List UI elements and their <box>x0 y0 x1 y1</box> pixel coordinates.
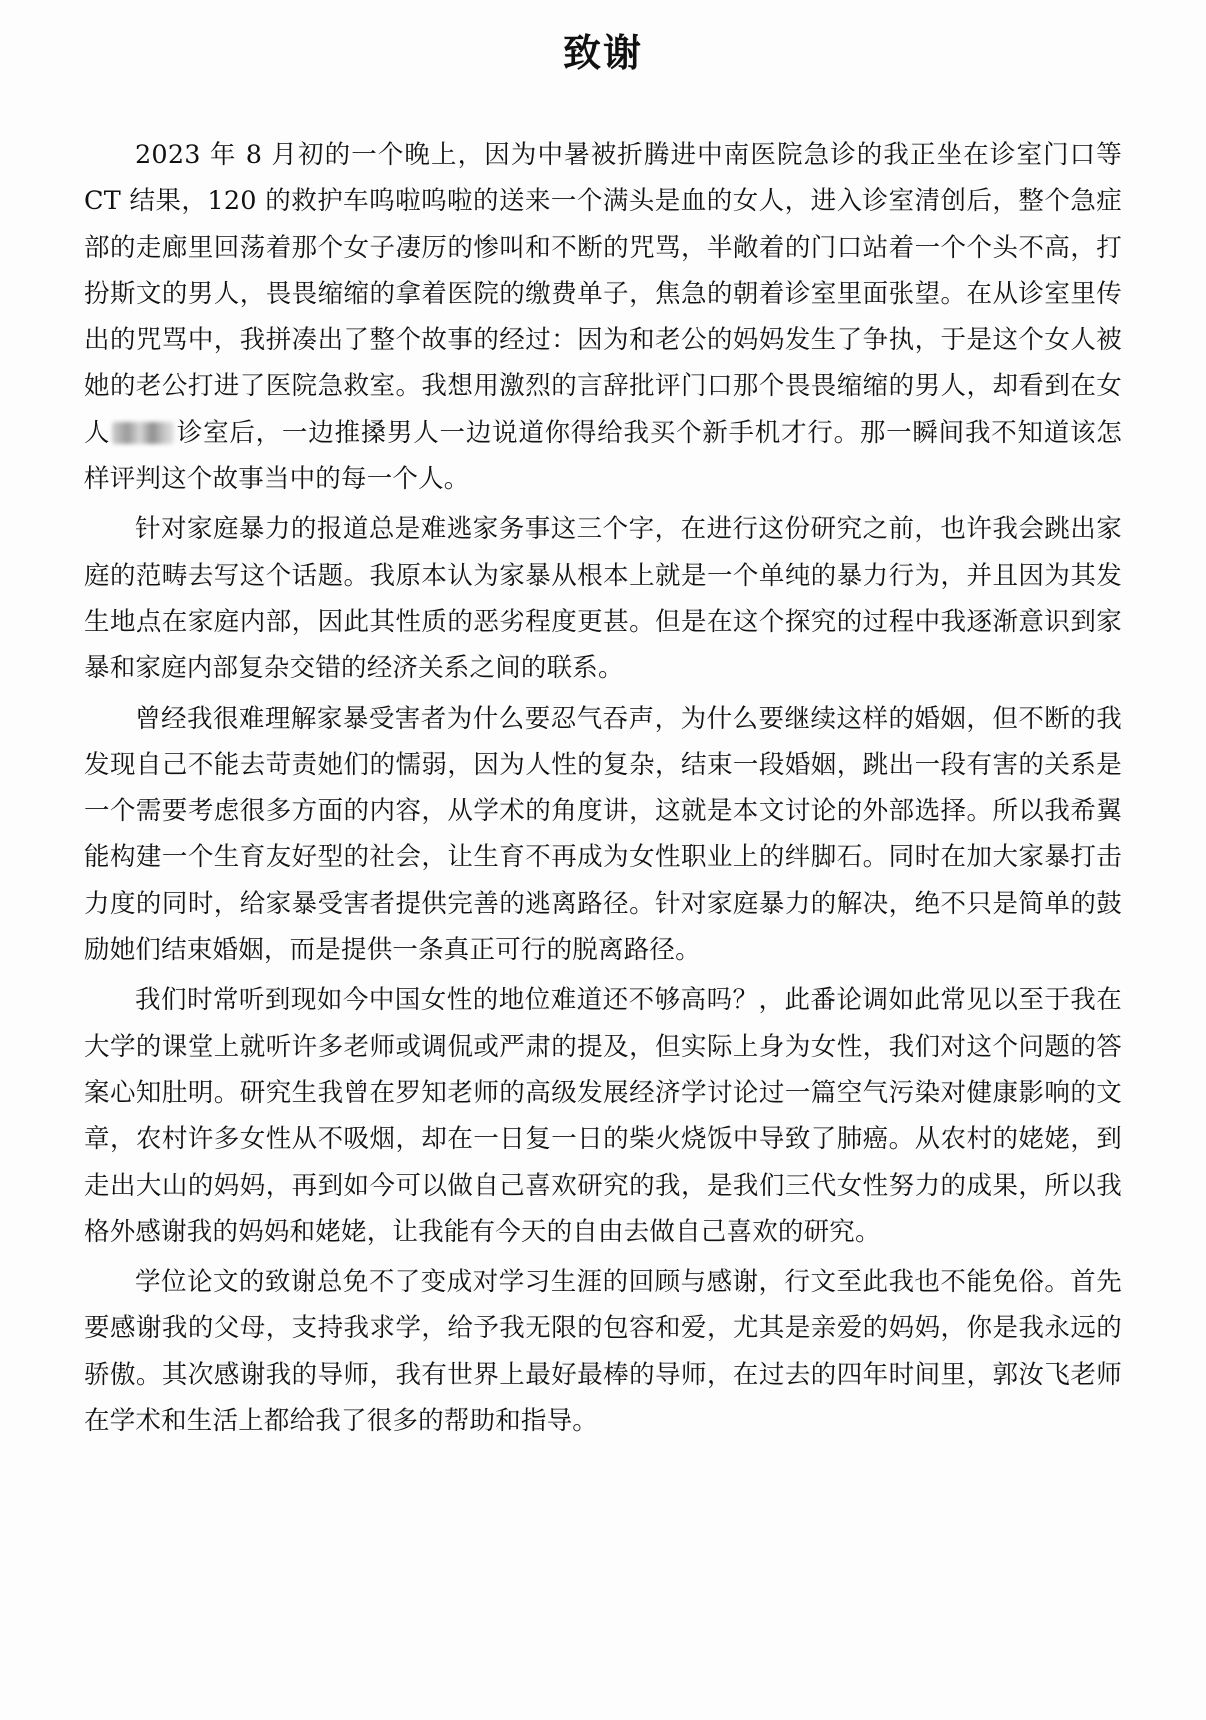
paragraph-2: 针对家庭暴力的报道总是难逃家务事这三个字，在进行这份研究之前，也许我会跳出家庭的范畴去写这个话题。我原本认为家暴从根本上就是一个单纯的暴力行为，并且因为其发生地点在家庭内部，因此其性质的恶劣程度更甚。但是在这个探究的过程中我逐渐意识到家暴和家庭内部复杂交错的经济关系之间的联系。 <box>84 514 1122 684</box>
document-body <box>84 132 1122 1448</box>
redacted-blur-region <box>112 422 174 444</box>
paragraph-1 <box>84 132 1122 502</box>
paragraph-1-text-after: 诊室后，一边推搡男人一边说道你得给我买个新手机才行。那一瞬间我不知道该怎样评判这个故事当中的每一个人。 <box>84 417 1123 495</box>
page-title: 致谢 <box>562 31 643 75</box>
paragraph-3: 曾经我很难理解家暴受害者为什么要忍气吞声，为什么要继续这样的婚姻，但不断的我发现自己不能去苛责她们的懦弱，因为人性的复杂，结束一段婚姻，跳出一段有害的关系是一个需要考虑很多方面的内容，从学术的角度讲，这就是本文讨论的外部选择。所以我希翼能构建一个生育友好型的社会，让生育不再成为女性职业上的绊脚石。同时在加大家暴打击力度的同时，给家暴受害者提供完善的逃离路径。针对家庭暴力的解决，绝不只是简单的鼓励她们结束婚姻，而是提供一条真正可行的脱离路径。 <box>84 703 1122 966</box>
paragraph-5: 学位论文的致谢总免不了变成对学习生涯的回顾与感谢，行文至此我也不能免俗。首先要感谢我的父母，支持我求学，给予我无限的包容和爱，尤其是亲爱的妈妈，你是我永远的骄傲。其次感谢我的导师，我有世界上最好最棒的导师，在过去的四年时间里，郭汝飞老师在学术和生活上都给我了很多的帮助和指导。 <box>84 1267 1122 1437</box>
paragraph-4: 我们时常听到现如今中国女性的地位难道还不够高吗？，此番论调如此常见以至于我在大学的课堂上就听许多老师或调侃或严肃的提及，但实际上身为女性，我们对这个问题的答案心知肚明。研究生我曾在罗知老师的高级发展经济学讨论过一篇空气污染对健康影响的文章，农村许多女性从不吸烟，却在一日复一日的柴火烧饭中导致了肺癌。从农村的姥姥，到走出大山的妈妈，再到如今可以做自己喜欢研究的我，是我们三代女性努力的成果，所以我格外感谢我的妈妈和姥姥，让我能有今天的自由去做自己喜欢的研究。 <box>84 985 1122 1247</box>
paragraph-1-text-before: 2023 年 8 月初的一个晚上，因为中暑被折腾进中南医院急诊的我正坐在诊室门口等 CT 结果，120 的救护车呜啦呜啦的送来一个满头是血的女人，进入诊室清创后，整个急症部的走廊里回荡着那个女子凄厉的惨叫和不断的咒骂，半敞着的门口站着一个个头不高，打扮斯文的男人，畏畏缩缩的拿着医院的缴费单子，焦急的朝着诊室里面张望。在从诊室里传出的咒骂中，我拼凑出了整个故事的经过：因为和老公的妈妈发生了争执，于是这个女人被她的老公打进了医院急救室。我想用激烈的言辞批评门口那个畏畏缩缩的男人，却看到在女人 <box>84 140 1122 448</box>
